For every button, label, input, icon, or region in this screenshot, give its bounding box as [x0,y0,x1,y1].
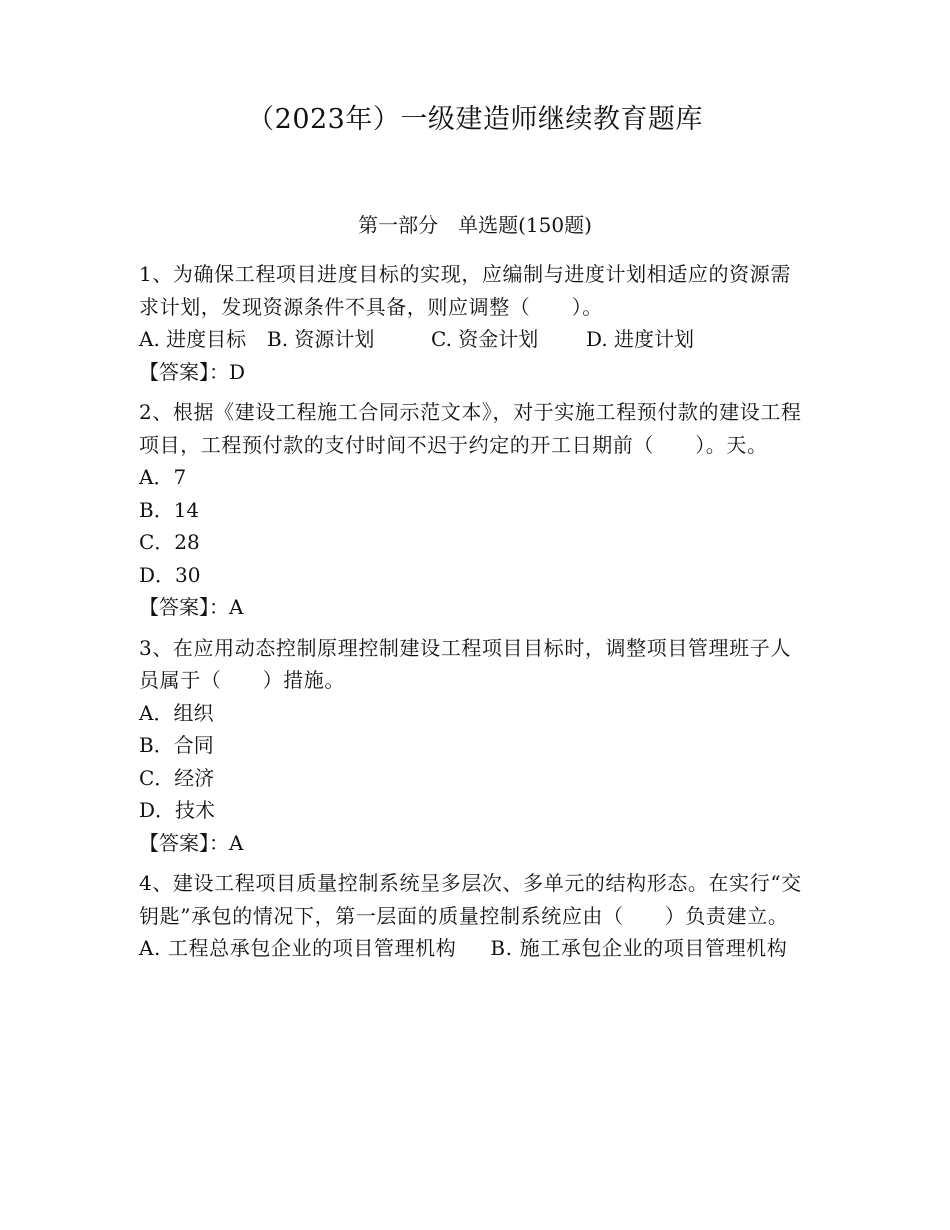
option-a: A. 工程总承包企业的项目管理机构 [139,936,457,960]
option-d: D．30 [139,562,201,587]
option-b: B．14 [139,497,200,522]
option-c: C．经济 [139,765,215,790]
question-item [139,632,807,860]
question-list [139,258,807,965]
spacer [139,624,807,632]
option-row [139,932,807,965]
spacer [139,388,807,396]
question-item [139,396,807,624]
option-a: A．7 [139,465,187,489]
question-text: 1、为确保工程项目进度目标的实现，应编制与进度计划相适应的资源需求计划，发现资源条件不具备，则应调整（ ）。 [139,262,791,319]
question-text: 2、根据《建设工程施工合同示范文本》，对于实施工程预付款的建设工程项目，工程预付款的支付时间不迟于约定的开工日期前（ ）。天。 [139,400,802,457]
question-item [139,867,807,965]
option-c: C．28 [139,530,200,554]
option-b: B．合同 [139,733,214,757]
spacer [139,859,807,867]
question-text: 3、在应用动态控制原理控制建设工程项目目标时，调整项目管理班子人员属于（ ）措施。 [139,635,791,692]
option-c: C. 资金计划 [431,327,539,351]
option-a: A．组织 [139,700,214,725]
option-b: B. 施工承包企业的项目管理机构 [490,936,788,960]
option-a: A. 进度目标 [139,327,247,351]
question-text: 4、建设工程项目质量控制系统呈多层次、多单元的结构形态。在实行“交钥匙”承包的情况下，第一层面的质量控制系统应由（ ）负责建立。 [139,871,802,928]
question-item [139,258,807,388]
answer-line: 【答案】：D [139,359,246,384]
option-b: B. 资源计划 [267,327,375,351]
answer-line: 【答案】：A [139,595,244,619]
option-d: D．技术 [139,798,216,822]
option-d: D. 进度计划 [586,327,695,351]
section-heading: 第一部分 单选题(150题) [358,213,592,237]
answer-line: 【答案】：A [139,830,244,855]
document-title: （2023年）一级建造师继续教育题库 [247,104,703,135]
option-row [139,323,807,356]
